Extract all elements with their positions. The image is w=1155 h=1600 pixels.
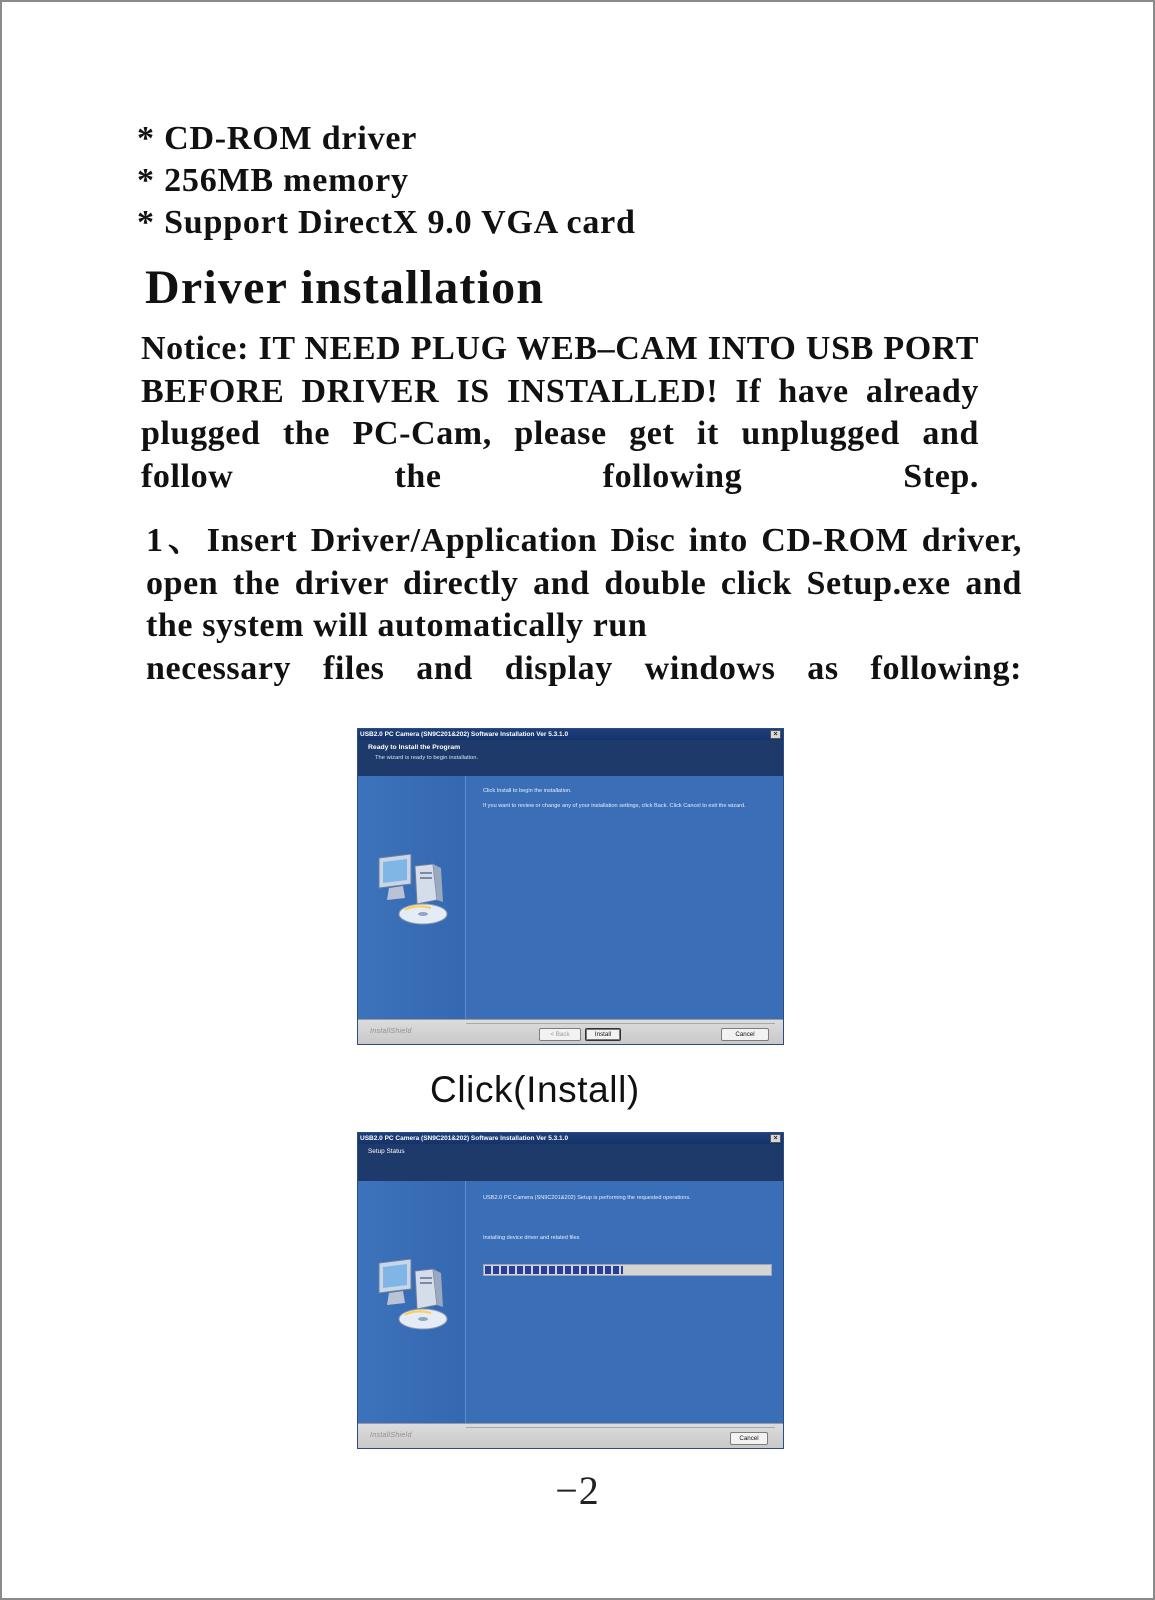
install-button[interactable]: Install [585,1028,621,1041]
status-line: USB2.0 PC Camera (SN9C201&202) Setup is performing the requested operations. [483,1195,691,1201]
computer-with-disc-icon [375,854,453,926]
brand-text: InstallShield [370,1028,412,1035]
body-line-1: Click Install to begin the installation. [483,788,572,794]
close-button[interactable]: × [770,730,781,739]
header-subtitle: The wizard is ready to begin installation. [375,755,479,761]
section-title: Driver installation [145,261,545,314]
left-graphic-panel [358,776,466,1020]
computer-with-disc-icon [375,1259,453,1331]
step-1-text: 1、Insert Driver/Application Disc into CD-ROM driver, open the driver directly and double click Setup.exe and the system will automatically run [146,522,1022,644]
progress-bar [483,1264,772,1276]
footer-divider [466,1427,775,1428]
header-title: Setup Status [368,1148,405,1155]
install-window-status [357,1132,784,1449]
step-1-paragraph [146,520,1022,690]
install-window-ready [357,728,784,1045]
cancel-button[interactable]: Cancel [730,1432,768,1445]
window-header [358,1144,783,1181]
window-footer [358,1019,783,1044]
step-1-last-line: necessary files and display windows as following: [146,649,1022,687]
requirement-memory: * 256MB memory [137,162,409,199]
progress-bar-fill [485,1266,623,1274]
brand-text: InstallShield [370,1432,412,1439]
requirement-vga: * Support DirectX 9.0 VGA card [137,204,636,241]
window-footer [358,1423,783,1448]
footer-divider [466,1023,775,1024]
back-button[interactable]: < Back [539,1028,581,1041]
requirement-cd-rom: * CD-ROM driver [137,120,418,157]
cancel-button[interactable]: Cancel [721,1028,769,1041]
close-button[interactable]: × [770,1134,781,1143]
install-caption: Click(Install) [430,1069,640,1110]
progress-label: Installing device driver and related files [483,1235,580,1241]
window-titlebar [358,729,783,740]
page-number: −2 [555,1468,600,1513]
window-title: USB2.0 PC Camera (SN9C201&202) Software Installation Ver 5.3.1.0 [360,731,569,738]
window-titlebar [358,1133,783,1144]
header-title: Ready to Install the Program [368,744,461,751]
left-graphic-panel [358,1181,466,1424]
notice-paragraph: Notice: IT NEED PLUG WEB–CAM INTO USB PORT BEFORE DRIVER IS INSTALLED! If have already plugged the PC-Cam, please get it unplugged and follow the following Step. [141,330,979,495]
requirements-list [137,118,636,244]
window-title: USB2.0 PC Camera (SN9C201&202) Software Installation Ver 5.3.1.0 [360,1135,569,1142]
body-line-2: If you want to review or change any of your installation settings, click Back. Click Cancel to exit the wizard. [483,803,746,809]
window-header [358,740,783,776]
